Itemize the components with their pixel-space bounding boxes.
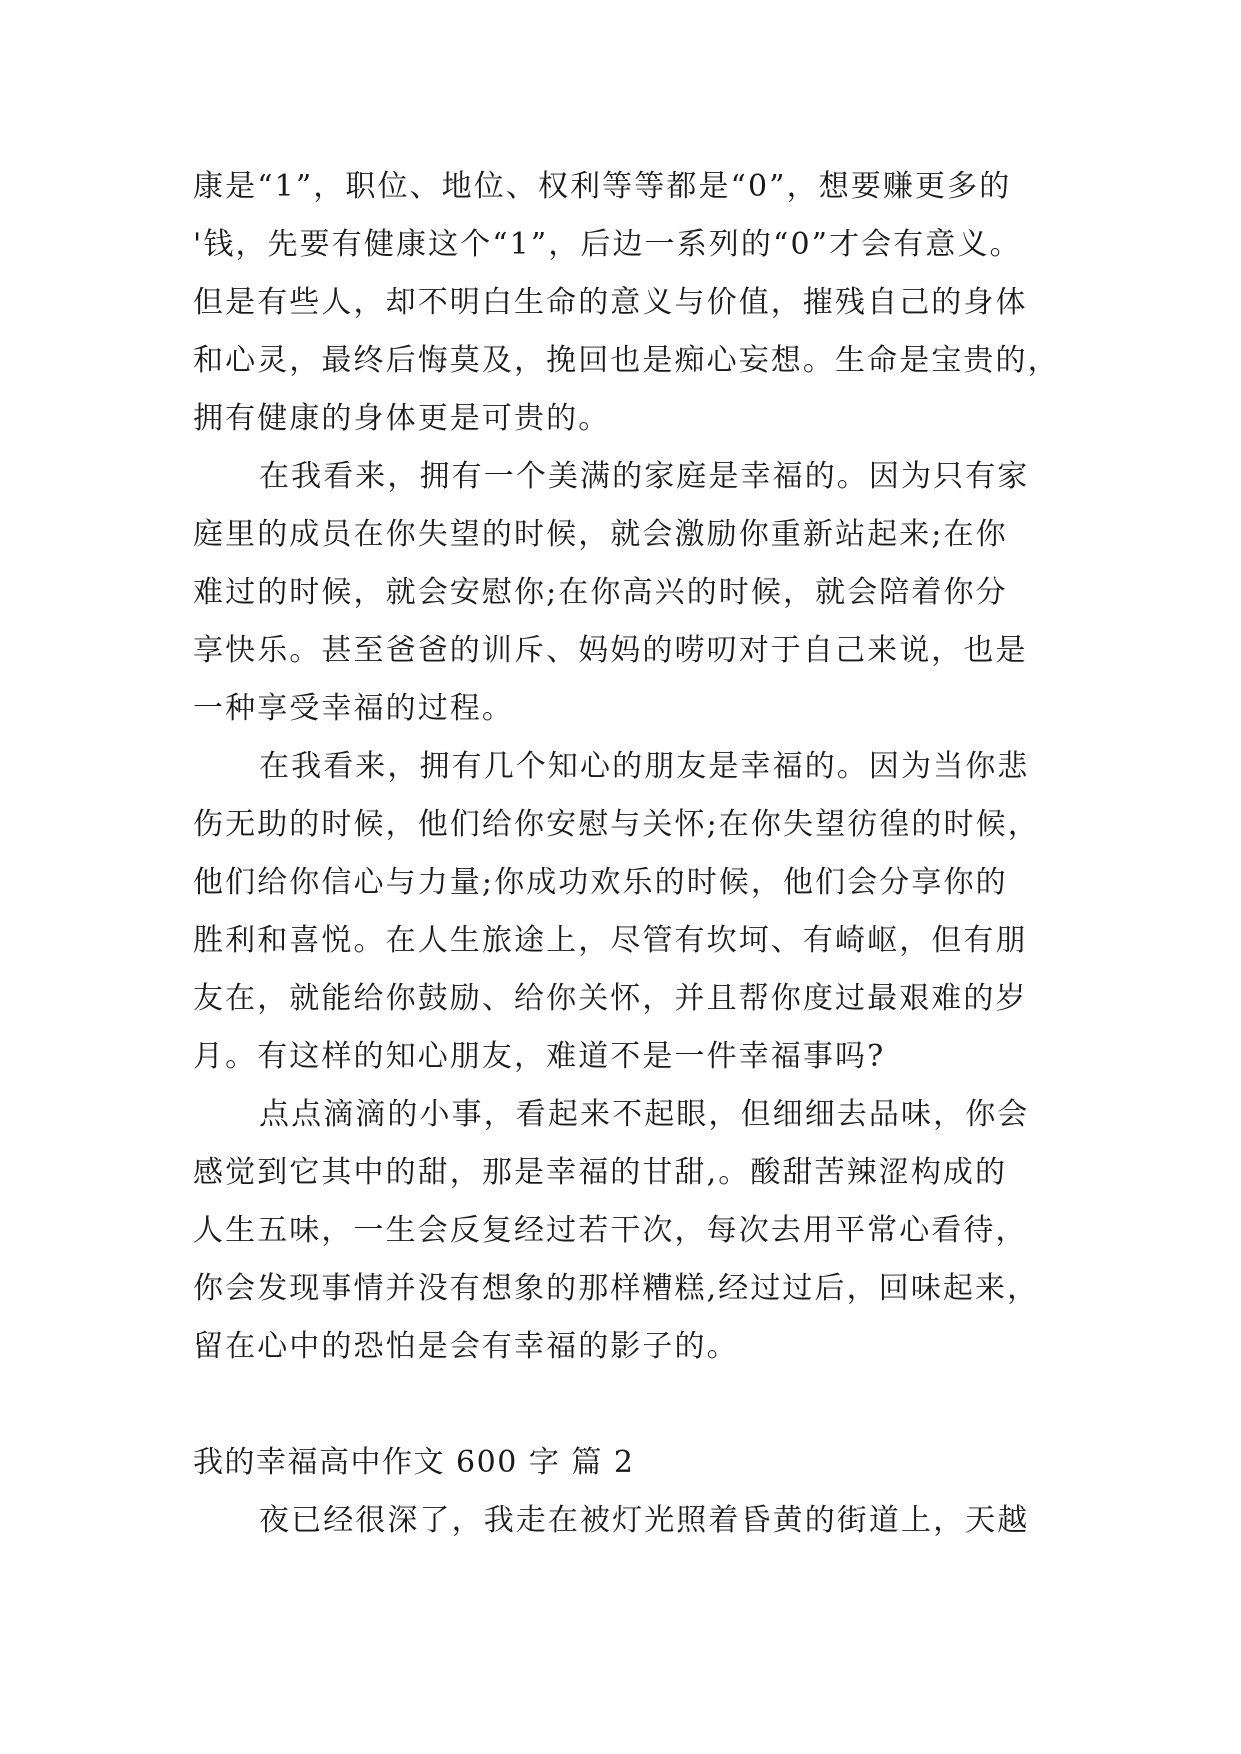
- text-line: 康是“1”，职位、地位、权利等等都是“0”，想要赚更多的: [193, 169, 1012, 204]
- text-line: 点点滴滴的小事，看起来不起眼，但细细去品味，你会: [259, 1097, 1030, 1132]
- section-spacer: [193, 1376, 1053, 1434]
- text-line: 月。有这样的知心朋友，难道不是一件幸福事吗?: [193, 1039, 886, 1074]
- paragraph-5: [193, 1492, 1053, 1550]
- text-line: 感觉到它其中的甜，那是幸福的甘甜,。酸甜苦辣涩构成的: [193, 1155, 1008, 1190]
- text-line: 伤无助的时候，他们给你安慰与关怀;在你失望彷徨的时候，: [193, 807, 1040, 842]
- text-line: 一种享受幸福的过程。: [193, 691, 514, 726]
- text-line: 他们给你信心与力量;你成功欢乐的时候，他们会分享你的: [193, 865, 1008, 900]
- text-line: 但是有些人，却不明白生命的意义与价值，摧残自己的身体: [193, 285, 1028, 320]
- section-heading: 我的幸福高中作文 600 字 篇 2: [193, 1445, 635, 1480]
- text-line: 拥有健康的身体更是可贵的。: [193, 401, 611, 436]
- text-line: 胜利和喜悦。在人生旅途上，尽管有坎坷、有崎岖，但有朋: [193, 923, 1028, 958]
- text-line: 庭里的成员在你失望的时候，就会激励你重新站起来;在你: [193, 517, 1008, 552]
- text-line: 友在，就能给你鼓励、给你关怀，并且帮你度过最艰难的岁: [193, 981, 1028, 1016]
- text-line: 难过的时候，就会安慰你;在你高兴的时候，就会陪着你分: [193, 575, 1008, 610]
- text-line: 在我看来，拥有一个美满的家庭是幸福的。因为只有家: [259, 459, 1030, 494]
- text-line: 在我看来，拥有几个知心的朋友是幸福的。因为当你悲: [259, 749, 1030, 784]
- document-body: [193, 158, 1060, 1550]
- paragraph-4: [193, 1086, 1053, 1376]
- paragraph-1: [193, 158, 1060, 448]
- text-line: 夜已经很深了，我走在被灯光照着昏黄的街道上，天越: [259, 1503, 1030, 1538]
- text-line: 享快乐。甚至爸爸的训斥、妈妈的唠叨对于自己来说，也是: [193, 633, 1028, 668]
- text-line: 和心灵，最终后悔莫及，挽回也是痴心妄想。生命是宝贵的，: [193, 343, 1060, 378]
- text-line: 人生五味，一生会反复经过若干次，每次去用平常心看待，: [193, 1213, 1028, 1248]
- paragraph-2: [193, 448, 1053, 738]
- text-line: '钱，先要有健康这个“1”，后边一系列的“0”才会有意义。: [193, 227, 1022, 262]
- text-line: 你会发现事情并没有想象的那样糟糕,经过过后，回味起来，: [193, 1271, 1040, 1306]
- paragraph-3: [193, 738, 1053, 1086]
- text-line: 留在心中的恐怕是会有幸福的影子的。: [193, 1329, 739, 1364]
